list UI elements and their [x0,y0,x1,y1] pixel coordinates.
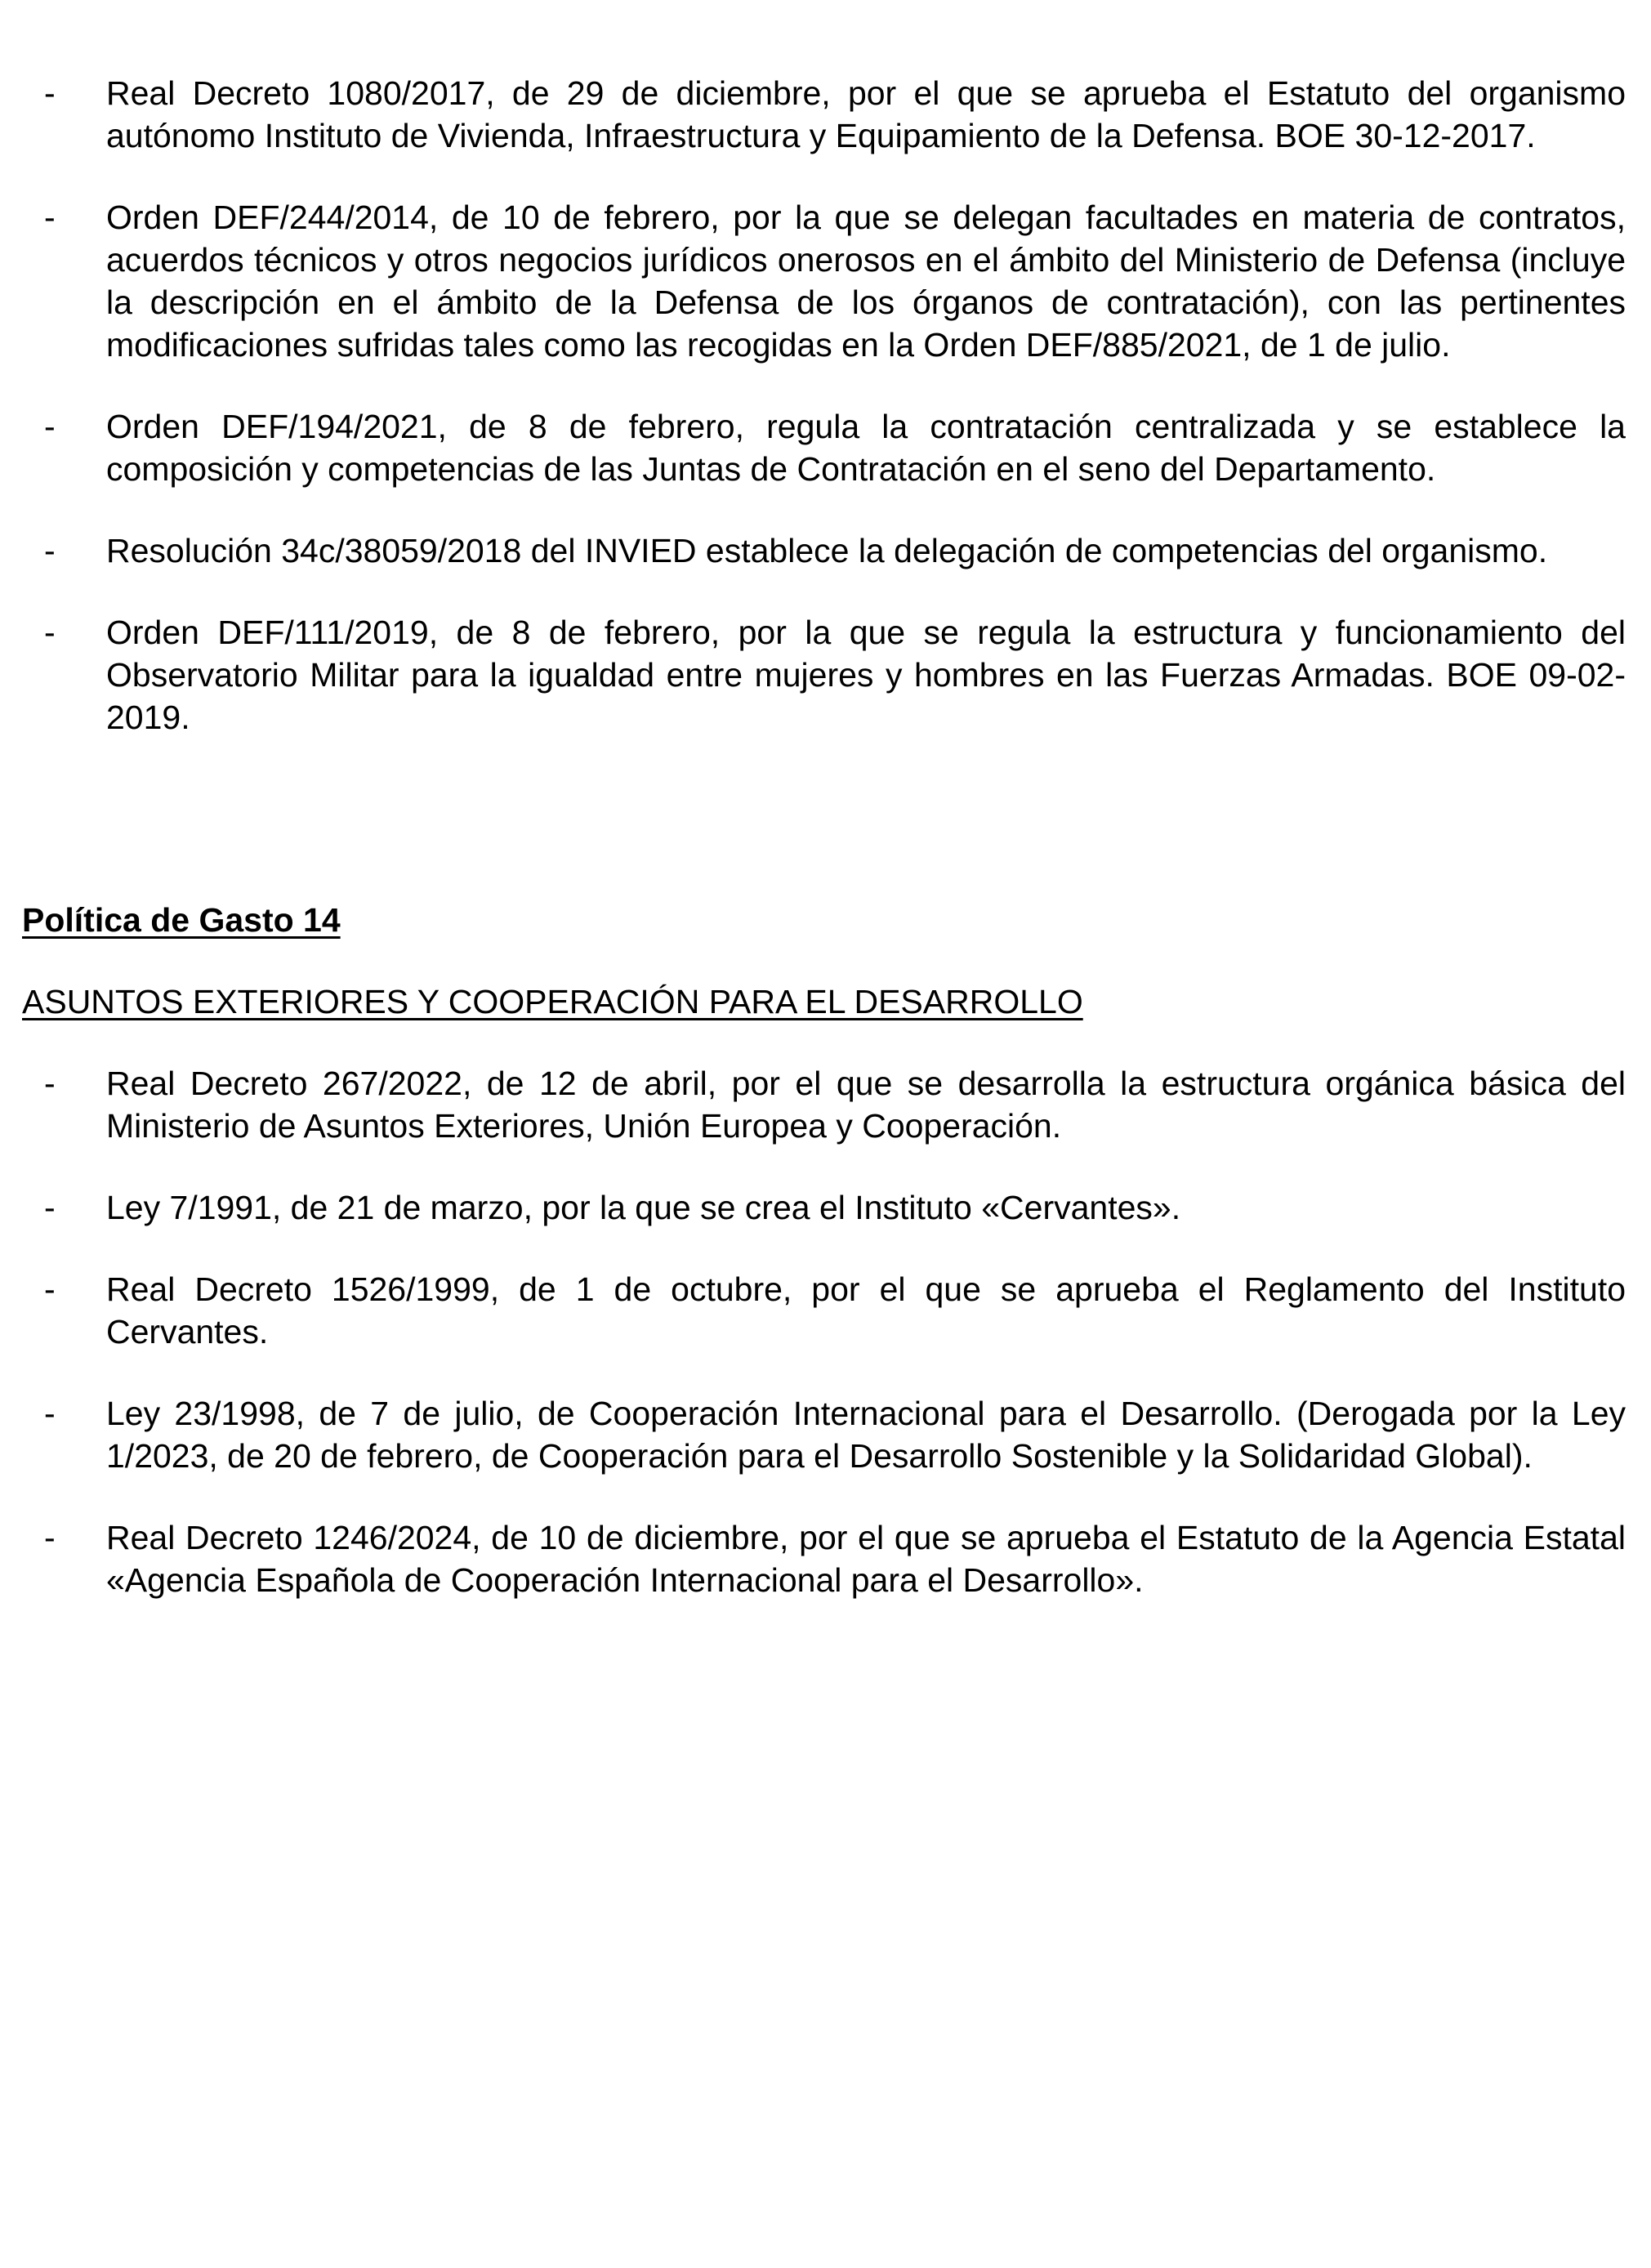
list-bullet: - [44,614,56,651]
list-bullet: - [44,1519,56,1556]
list-item-text: Real Decreto 1246/2024, de 10 de diciembre, por el que se aprueba el Estatuto de la Agencia Estatal «Agencia Española de Cooperación Internacional para el Desarrollo». [106,1519,1626,1599]
list-item-text: Orden DEF/111/2019, de 8 de febrero, por la que se regula la estructura y funcionamiento del Observatorio Militar para la igualdad entre mujeres y hombres en las Fuerzas Armadas. BOE 09-02-2019. [106,614,1626,736]
section-heading: ASUNTOS EXTERIORES Y COOPERACIÓN PARA EL DESARROLLO [22,983,1083,1020]
list-item [0,405,1651,490]
list-bullet: - [44,1270,56,1308]
list-item-text: Real Decreto 1080/2017, de 29 de diciembre, por el que se aprueba el Estatuto del organismo autónomo Instituto de Vivienda, Infraestructura y Equipamiento de la Defensa. BOE 30-12-2017. [106,74,1626,154]
list-item-text: Real Decreto 1526/1999, de 1 de octubre, por el que se aprueba el Reglamento del Instituto Cervantes. [106,1270,1626,1351]
list-item-text: Orden DEF/244/2014, de 10 de febrero, por la que se delegan facultades en materia de contratos, acuerdos técnicos y otros negocios jurídicos onerosos en el ámbito del Ministerio de Defensa (incluye la descripción en el ámbito de la Defensa de los órganos de contratación), con las pertinentes modificaciones sufridas tales como las recogidas en la Orden DEF/885/2021, de 1 de julio. [106,199,1626,364]
list-item [0,72,1651,157]
list-bullet: - [44,199,56,236]
list-item [0,1392,1651,1477]
list-bullet: - [44,1065,56,1102]
list-item-text: Orden DEF/194/2021, de 8 de febrero, regula la contratación centralizada y se establece la composición y competencias de las Juntas de Contratación en el seno del Departamento. [106,408,1626,488]
list-item-text: Ley 23/1998, de 7 de julio, de Cooperación Internacional para el Desarrollo. (Derogada por la Ley 1/2023, de 20 de febrero, de Cooperación para el Desarrollo Sostenible y la Solidaridad Global). [106,1395,1626,1475]
list-bullet: - [44,1395,56,1432]
list-item [0,1516,1651,1601]
list-item [0,196,1651,366]
policy-heading: Política de Gasto 14 [22,901,341,939]
list-item [0,1062,1651,1147]
legislation-list-defense [0,72,1651,739]
list-item-text: Resolución 34c/38059/2018 del INVIED establece la delegación de competencias del organismo. [106,532,1548,569]
list-item [0,1268,1651,1353]
list-item [0,611,1651,739]
legislation-list-foreign-affairs [0,1062,1651,1601]
list-item-text: Ley 7/1991, de 21 de marzo, por la que se crea el Instituto «Cervantes». [106,1189,1181,1226]
list-bullet: - [44,1189,56,1226]
list-bullet: - [44,532,56,569]
list-item-text: Real Decreto 267/2022, de 12 de abril, por el que se desarrolla la estructura orgánica básica del Ministerio de Asuntos Exteriores, Unión Europea y Cooperación. [106,1065,1626,1145]
list-item [0,529,1651,572]
list-item [0,1186,1651,1229]
list-bullet: - [44,74,56,112]
list-bullet: - [44,408,56,445]
